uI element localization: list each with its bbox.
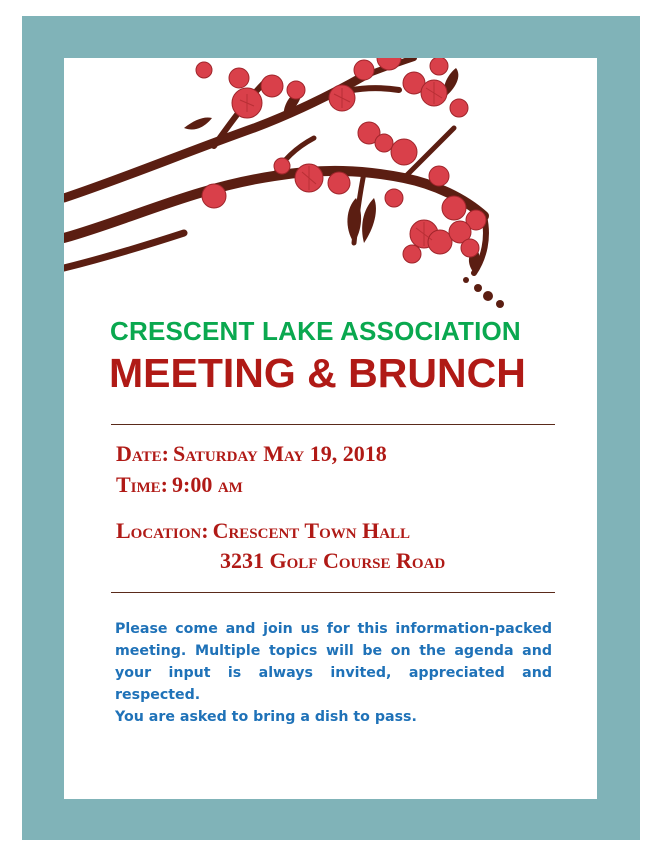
event-description: Please come and join us for this information-packed meeting. Multiple topics will be on the agenda and your input is always invited, appreciated and respected. [115,621,552,703]
time-value: 9:00 am [172,472,243,497]
event-location [116,518,410,544]
dish-note: You are asked to bring a dish to pass. [115,709,417,725]
blossom-branch-illustration [64,58,597,318]
event-time [116,472,243,498]
location-line-1: Crescent Town Hall [212,518,411,543]
divider-top [111,424,555,425]
divider-bottom [111,592,555,593]
time-label: Time: [116,472,168,497]
event-title: MEETING & BRUNCH [109,350,526,396]
event-date [116,441,387,467]
date-label: Date: [116,441,169,466]
organization-name: CRESCENT LAKE ASSOCIATION [110,316,521,346]
flyer-page [64,58,597,799]
location-line-2: 3231 Golf Course Road [220,548,446,573]
date-value: Saturday May 19, 2018 [172,441,387,466]
location-label: Location: [116,518,209,543]
